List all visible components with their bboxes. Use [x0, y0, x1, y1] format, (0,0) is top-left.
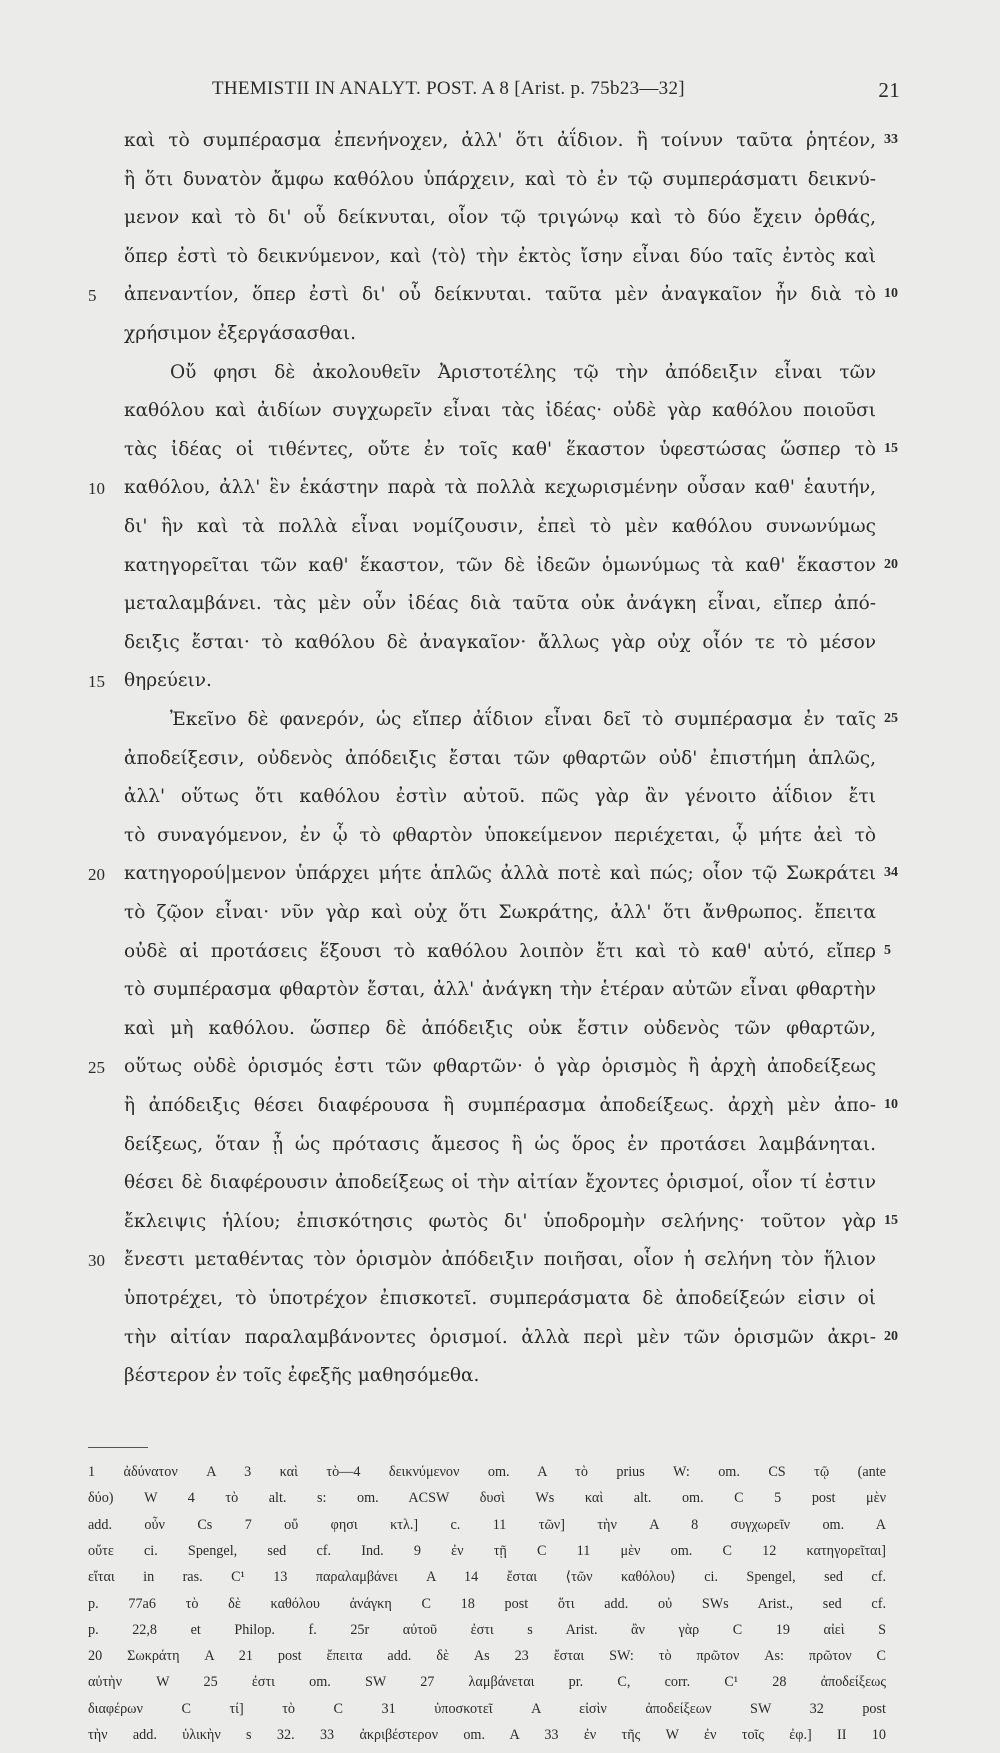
line-text: ἢ ἀπόδειξις θέσει διαφέρουσα ἢ συμπέρασμα ἀποδείξεως. ἀρχὴ μὲν ἀπο-: [124, 1095, 876, 1116]
line-text: τὰς ἰδέας οἱ τιθέντες, οὔτε ἐν τοῖς καθ' ἕκαστον ὑφεστώσας ὥσπερ τὸ: [124, 438, 876, 460]
line-text: ἀποδείξεσιν, οὐδενὸς ἀπόδειξις ἔσται τῶν φθαρτῶν οὐδ' ἐπιστήμη ἁπλῶς,: [124, 747, 876, 769]
line-text: καθόλου καὶ ἀιδίων συγχωρεῖν εἶναι τὰς ἰδέας· οὐδὲ γὰρ καθόλου ποιοῦσι: [124, 400, 876, 422]
footnote-line: p. 77a6 τὸ δὲ καθόλου ἀνάγκη C 18 post ὅτι add. οὐ SWs Arist., sed cf.: [88, 1595, 886, 1612]
line-text: Ἐκεῖνο δὲ φανερόν, ὡς εἴπερ ἀΐδιον εἶναι δεῖ τὸ συμπέρασμα ἐν ταῖς: [170, 709, 876, 730]
text-line: [0, 632, 1000, 666]
line-text: τὴν αἰτίαν παραλαμβάνοντες ὁρισμοί. ἀλλὰ περὶ μὲν τῶν ὁρισμῶν ἀκρι-: [124, 1326, 876, 1348]
footnote-line: διαφέρων C τί] τὸ C 31 ὑποσκοτεῖ A εἰσὶν ἀποδείξεων SW 32 post: [88, 1700, 886, 1717]
line-text: κατηγορεῖται τῶν καθ' ἕκαστον, τῶν δὲ ἰδεῶν ὁμωνύμως τὰ καθ' ἕκαστον: [124, 554, 876, 576]
text-line: [0, 323, 1000, 357]
line-text: μενον καὶ τὸ δι' οὗ δείκνυται, οἷον τῷ τριγώνῳ καὶ τὸ δύο ἔχειν ὀρθάς,: [124, 207, 876, 229]
line-number: 15: [88, 672, 105, 692]
text-line: [0, 169, 1000, 203]
line-number: 10: [88, 479, 105, 499]
text-line: [0, 246, 1000, 280]
text-line: [0, 979, 1000, 1013]
footnote-line: οὔτε ci. Spengel, sed cf. Ind. 9 ἐν τῇ C 11 μὲν om. C 12 κατηγορεῖται]: [88, 1542, 886, 1559]
line-text: κατηγορού|μενον ὑπάρχει μήτε ἁπλῶς ἀλλὰ ποτὲ καὶ πώς; οἷον τῷ Σωκράτει: [124, 863, 876, 885]
line-number: 20: [88, 865, 105, 885]
margin-reference-number: 10: [884, 1097, 898, 1112]
text-line: [0, 1134, 1000, 1168]
line-text: δι' ἣν καὶ τὰ πολλὰ εἶναι νομίζουσιν, ἐπεὶ τὸ μὲν καθόλου συνωνύμως: [124, 516, 876, 537]
line-number: 25: [88, 1058, 105, 1078]
text-line: [0, 1249, 1000, 1283]
text-line: [0, 593, 1000, 627]
margin-reference-number: 20: [884, 556, 898, 572]
footnote-line: 1 ἀδύνατον A 3 καὶ τὸ—4 δεικνύμενον om. A τὸ prius W: om. CS τῷ (ante: [88, 1464, 886, 1480]
line-text: ὑποτρέχει, τὸ ὑποτρέχον ἐπισκοτεῖ. συμπεράσματα δὲ ἀποδείξεών εἰσιν οἱ: [124, 1288, 876, 1309]
text-line: [0, 902, 1000, 936]
text-line: [0, 709, 1000, 743]
text-line: [0, 516, 1000, 550]
footnote-line: τὴν add. ὑλικὴν s 32. 33 ἀκριβέστερον om. A 33 ἐν τῆς W ἐν τοῖς ἐφ.] II 10: [88, 1727, 886, 1743]
line-text: βέστερον ἐν τοῖς ἐφεξῆς μαθησόμεθα.: [124, 1365, 480, 1387]
line-text: μεταλαμβάνει. τὰς μὲν οὖν ἰδέας διὰ ταῦτα οὐκ ἀνάγκη εἶναι, εἴπερ ἀπό-: [124, 593, 876, 615]
footnote-line: 20 Σωκράτη A 21 post ἔπειτα add. δὲ As 23 ἔσται SW: τὸ πρῶτον As: πρῶτον C: [88, 1648, 886, 1665]
text-line: [0, 1056, 1000, 1090]
line-text: καὶ μὴ καθόλου. ὥσπερ δὲ ἀπόδειξις οὐκ ἔστιν οὐδενὸς τῶν φθαρτῶν,: [124, 1017, 876, 1039]
margin-reference-number: 33: [884, 132, 898, 147]
line-text: οὕτως οὐδὲ ὁρισμός ἐστι τῶν φθαρτῶν· ὁ γὰρ ὁρισμὸς ἢ ἀρχὴ ἀποδείξεως: [124, 1056, 876, 1078]
text-line: [0, 1018, 1000, 1052]
page-number: 21: [878, 78, 900, 102]
text-line: [0, 130, 1000, 164]
text-line: [0, 284, 1000, 318]
line-text: ἔκλειψις ἡλίου; ἐπισκότησις φωτὸς δι' ὑποδρομὴν σελήνης· τοῦτον γὰρ: [124, 1210, 876, 1232]
margin-reference-number: 10: [884, 286, 898, 302]
text-line: [0, 941, 1000, 975]
text-line: [0, 670, 1000, 704]
footnote-rule: [88, 1447, 148, 1448]
text-line: [0, 477, 1000, 511]
text-line: [0, 1288, 1000, 1322]
line-text: τὸ συμπέρασμα φθαρτὸν ἔσται, ἀλλ' ἀνάγκη τὴν ἑτέραν αὐτῶν εἶναι φθαρτὴν: [124, 979, 876, 1001]
text-line: [0, 1211, 1000, 1245]
text-line: [0, 439, 1000, 473]
text-line: [0, 825, 1000, 859]
footnote-line: εἴται in ras. C¹ 13 παραλαμβάνει A 14 ἔσται ⟨τῶν καθόλου⟩ ci. Spengel, sed cf.: [88, 1569, 886, 1586]
line-text: καὶ τὸ συμπέρασμα ἐπενήνοχεν, ἀλλ' ὅτι ἀΐδιον. ἢ τοίνυν ταῦτα ῥητέον,: [124, 130, 876, 151]
text-line: [0, 207, 1000, 241]
line-text: ἀπεναντίον, ὅπερ ἐστὶ δι' οὗ δείκνυται. ταῦτα μὲν ἀναγκαῖον ἦν διὰ τὸ: [124, 284, 876, 306]
line-text: ἔνεστι μεταθέντας τὸν ὁρισμὸν ἀπόδειξιν ποιῆσαι, οἷον ἡ σελήνη τὸν ἥλιον: [124, 1249, 876, 1271]
margin-reference-number: 25: [884, 711, 898, 726]
line-text: χρήσιμον ἐξεργάσασθαι.: [124, 323, 356, 344]
line-text: δειξις ἔσται· τὸ καθόλου δὲ ἀναγκαῖον· ἄλλως γὰρ οὐχ οἷόν τε τὸ μέσον: [124, 631, 876, 653]
running-title: THEMISTII IN ANALYT. POST. A 8 [Arist. p. 75b23—32]: [212, 78, 685, 99]
text-line: [0, 863, 1000, 897]
text-line: [0, 400, 1000, 434]
margin-reference-number: 15: [884, 440, 898, 456]
footnote-line: add. οὖν Cs 7 οὔ φησι κτλ.] c. 11 τῶν] τὴν A 8 συγχωρεῖν om. A: [88, 1516, 886, 1533]
line-number: 5: [88, 286, 97, 306]
line-text: οὐδὲ αἱ προτάσεις ἕξουσι τὸ καθόλου λοιπὸν ἔτι καὶ τὸ καθ' αὑτό, εἴπερ: [124, 940, 876, 962]
footnote-line: δύο) W 4 τὸ alt. s: om. ACSW δυσὶ Ws καὶ alt. om. C 5 post μὲν: [88, 1490, 886, 1507]
line-text: ἢ ὅτι δυνατὸν ἄμφω καθόλου ὑπάρχειν, καὶ τὸ ἐν τῷ συμπεράσματι δεικνύ-: [124, 168, 876, 190]
margin-reference-number: 20: [884, 1328, 898, 1344]
text-line: [0, 786, 1000, 820]
margin-reference-number: 15: [884, 1212, 898, 1228]
margin-reference-number: 5: [884, 942, 891, 958]
text-line: [0, 555, 1000, 589]
line-text: θηρεύειν.: [124, 670, 212, 692]
line-text: ὅπερ ἐστὶ τὸ δεικνύμενον, καὶ ⟨τὸ⟩ τὴν ἐκτὸς ἴσην εἶναι δύο ταῖς ἐντὸς καὶ: [124, 245, 876, 267]
text-line: [0, 1095, 1000, 1129]
text-line: [0, 748, 1000, 782]
text-line: [0, 362, 1000, 396]
line-text: τὸ ζῷον εἶναι· νῦν γὰρ καὶ οὐχ ὅτι Σωκράτης, ἀλλ' ὅτι ἄνθρωπος. ἔπειτα: [124, 902, 876, 923]
line-text: θέσει δὲ διαφέρουσιν ἀποδείξεως οἱ τὴν αἰτίαν ἔχοντες ὁρισμοί, οἷον τί ἐστιν: [124, 1172, 876, 1194]
footnote-line: αὐτὴν W 25 ἐστι om. SW 27 λαμβάνεται pr. C, corr. C¹ 28 ἀποδείξεως: [88, 1674, 886, 1691]
line-text: δείξεως, ὅταν ᾖ ὡς πρότασις ἄμεσος ἢ ὡς ὅρος ἐν προτάσει λαμβάνηται.: [124, 1133, 876, 1155]
line-text: ἀλλ' οὕτως ὅτι καθόλου ἐστὶν αὐτοῦ. πῶς γὰρ ἂν γένοιτο ἀΐδιον ἔτι: [124, 786, 876, 808]
text-line: [0, 1172, 1000, 1206]
text-line: [0, 1327, 1000, 1361]
text-line: [0, 1365, 1000, 1399]
running-header: [212, 78, 900, 106]
line-text: καθόλου, ἀλλ' ἓν ἑκάστην παρὰ τὰ πολλὰ κεχωρισμένην οὖσαν καθ' ἑαυτήν,: [124, 477, 876, 499]
line-text: Οὔ φησι δὲ ἀκολουθεῖν Ἀριστοτέλης τῷ τὴν ἀπόδειξιν εἶναι τῶν: [170, 361, 876, 383]
margin-reference-number: 34: [884, 865, 898, 881]
line-number: 30: [88, 1251, 105, 1271]
footnote-line: p. 22,8 et Philop. f. 25r αὐτοῦ ἐστι s Arist. ἂν γὰρ C 19 αἰεὶ S: [88, 1621, 886, 1638]
line-text: τὸ συναγόμενον, ἐν ᾧ τὸ φθαρτὸν ὑποκείμενον περιέχεται, ᾧ μήτε ἀεὶ τὸ: [124, 824, 876, 846]
